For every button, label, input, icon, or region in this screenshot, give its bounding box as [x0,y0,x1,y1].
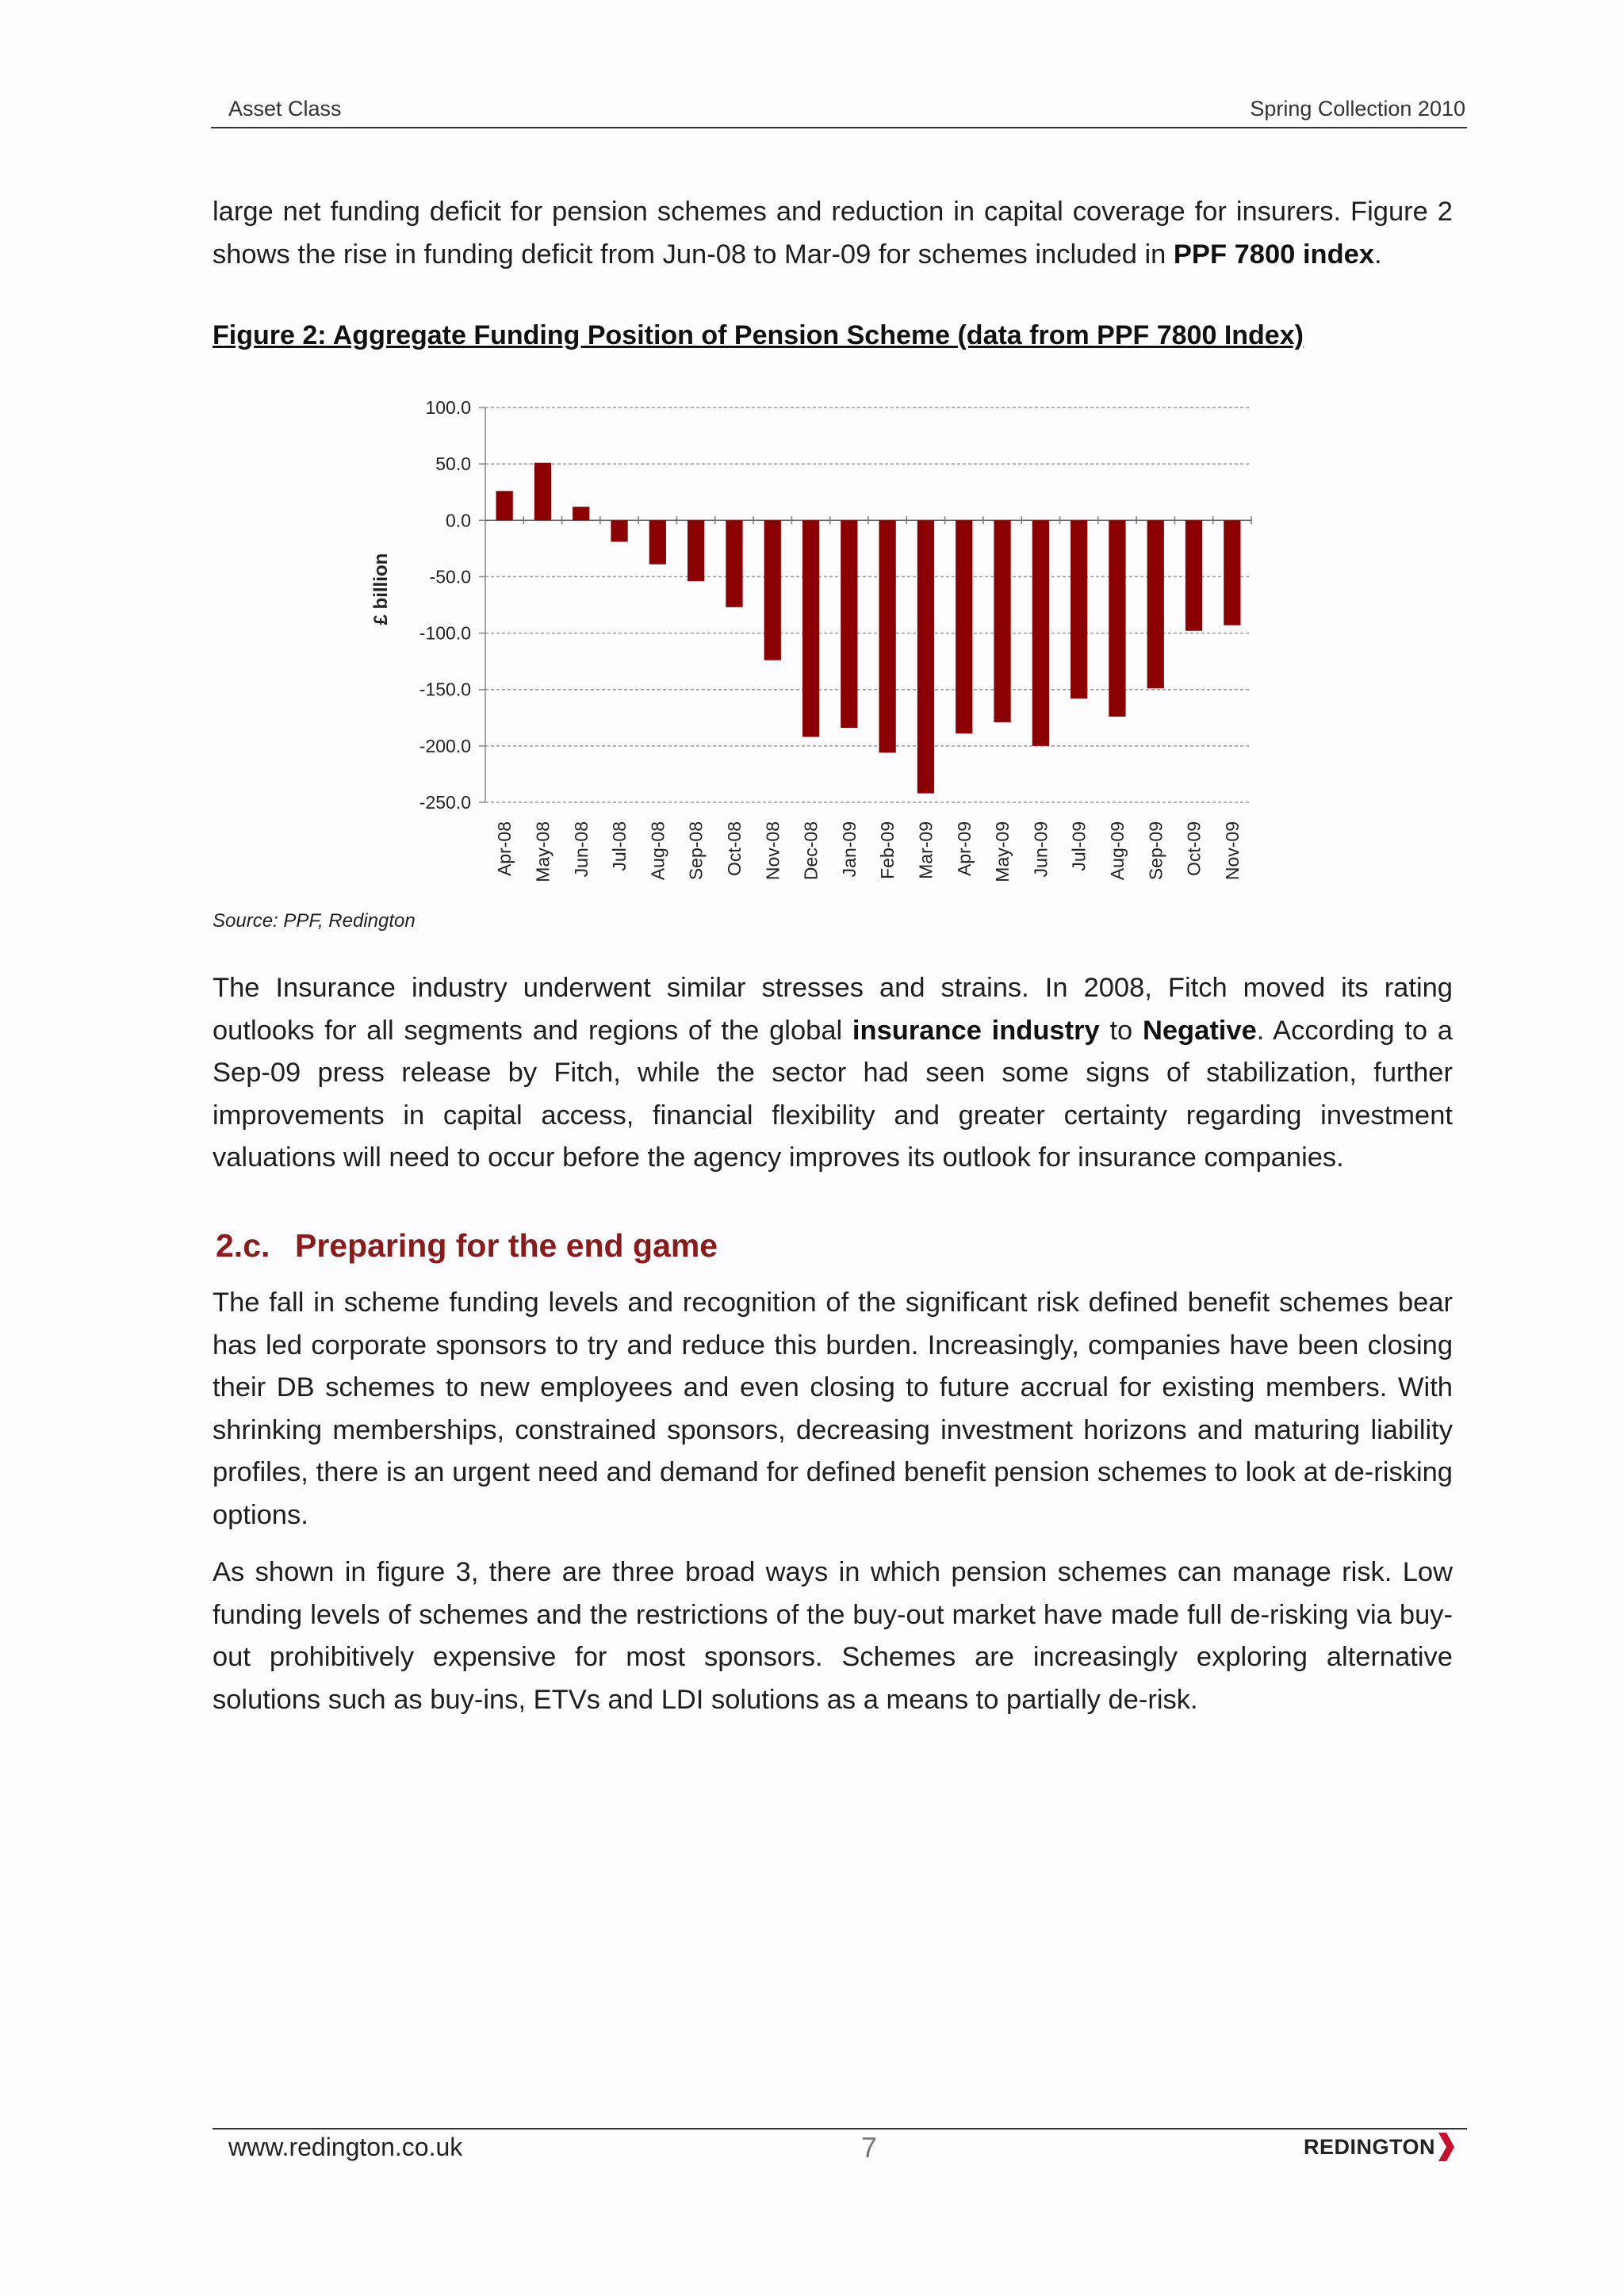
bar-sep-08 [688,520,704,581]
intro-end: . [1374,239,1382,270]
bar-nov-08 [764,520,781,660]
x-tick-label: Aug-09 [1106,821,1128,881]
insurance-text-2: to [1099,1015,1143,1046]
x-tick-label: Jan-09 [838,821,860,878]
bar-aug-08 [649,520,666,564]
x-tick-label: May-08 [532,821,553,882]
x-tick-label: Aug-08 [647,821,668,881]
y-tick-label: -50.0 [429,566,471,587]
bar-apr-08 [496,491,513,520]
funding-chart [365,384,1261,907]
x-tick-label: Oct-09 [1183,821,1205,877]
bar-sep-09 [1147,520,1164,688]
insurance-paragraph [213,967,1453,1180]
figure-title: Figure 2: Aggregate Funding Position of Pension Scheme (data from PPF 7800 Index) [213,320,1304,350]
intro-bold: PPF 7800 index [1173,239,1375,270]
intro-paragraph [213,191,1453,276]
x-tick-label: Oct-08 [723,821,745,877]
x-tick-label: Nov-09 [1221,821,1243,881]
x-tick-label: Jun-09 [1030,821,1051,878]
bar-may-08 [534,463,551,521]
header-left: Asset Class [228,97,342,121]
bar-mar-09 [917,520,934,793]
section-title: Preparing for the end game [295,1227,718,1264]
x-tick-label: Nov-08 [762,821,783,881]
intro-text: large net funding deficit for pension schemes and reduction in capital coverage for insurers. Figure 2 shows the rise in funding deficit from Jun-08 to Mar-09 for schemes included in [213,197,1453,270]
x-tick-label: Jul-08 [609,821,630,871]
bar-may-09 [994,520,1010,722]
y-tick-label: 0.0 [446,510,471,531]
bar-oct-08 [726,520,742,607]
x-tick-label: Apr-09 [953,821,975,877]
x-tick-label: May-09 [992,821,1013,882]
bar-jan-09 [841,520,857,728]
bar-oct-09 [1185,520,1202,630]
bar-jul-08 [611,520,627,541]
bar-apr-09 [956,520,972,733]
logo-chevron-icon [1437,2133,1454,2161]
figure3-paragraph: As shown in figure 3, there are three broad ways in which pension schemes can manage risk. Low funding levels of schemes and the restrictions of the buy-out market have made full de-risking via buy-out prohibitively expensive for most sponsors. Schemes are increasingly exploring alternative solutions such as buy-ins, ETVs and LDI solutions as a means to partially de-risk. [213,1557,1453,1715]
y-axis-label: £ billion [370,553,392,626]
bar-jun-09 [1032,520,1049,746]
insurance-text-3: . According to a Sep-09 press release by Fitch, while the sector had seen some signs of stabilization, further improvements in capital access, financial flexibility and greater certainty regarding investment valuations will need to occur before the agency improves its outlook for insurance companies. [213,1015,1453,1173]
endgame-paragraph: The fall in scheme funding levels and recognition of the significant risk defined benefit schemes bear has led corporate sponsors to try and reduce this burden. Increasingly, companies have been closing their DB schemes to new employees and even closing to future accrual for existing members. With shrinking memberships, constrained sponsors, decreasing investment horizons and maturing liability profiles, there is an urgent need and demand for defined benefit pension schemes to look at de-risking options. [213,1288,1453,1530]
figure-source: Source: PPF, Redington [213,910,416,932]
bar-feb-09 [879,520,896,752]
bar-jun-08 [573,507,589,520]
y-tick-label: -200.0 [419,735,471,756]
y-tick-label: -100.0 [419,622,471,644]
y-tick-label: -150.0 [419,679,471,700]
insurance-bold-1: insurance industry [852,1015,1100,1046]
header-rule [211,127,1467,128]
y-tick-label: 50.0 [435,453,471,475]
insurance-text-1: The Insurance industry underwent similar stresses and strains. In 2008, Fitch moved its rating outlooks for all segments and regions of the global [213,973,1453,1046]
x-tick-label: Dec-08 [800,821,822,881]
x-tick-label: Apr-08 [494,821,515,877]
x-tick-label: Sep-09 [1145,821,1166,881]
bar-dec-08 [802,520,819,737]
x-tick-label: Jul-09 [1068,821,1090,871]
page-number: 7 [861,2131,878,2164]
header-right: Spring Collection 2010 [1250,97,1465,121]
section-number: 2.c. [216,1227,270,1264]
y-tick-label: -250.0 [419,792,471,813]
bar-nov-09 [1224,520,1240,625]
bar-aug-09 [1109,520,1125,717]
footer-url[interactable]: www.redington.co.uk [228,2133,463,2161]
insurance-bold-2: Negative [1142,1015,1257,1046]
x-tick-label: Sep-08 [685,821,707,881]
footer-rule [213,2128,1467,2130]
logo-text: REDINGTON [1304,2134,1436,2159]
x-tick-label: Mar-09 [915,821,936,879]
x-tick-label: Feb-09 [877,821,898,879]
x-tick-label: Jun-08 [570,821,592,878]
y-tick-label: 100.0 [425,397,471,418]
redington-logo [1304,2133,1454,2161]
section-heading [216,1227,718,1265]
bar-jul-09 [1071,520,1087,698]
